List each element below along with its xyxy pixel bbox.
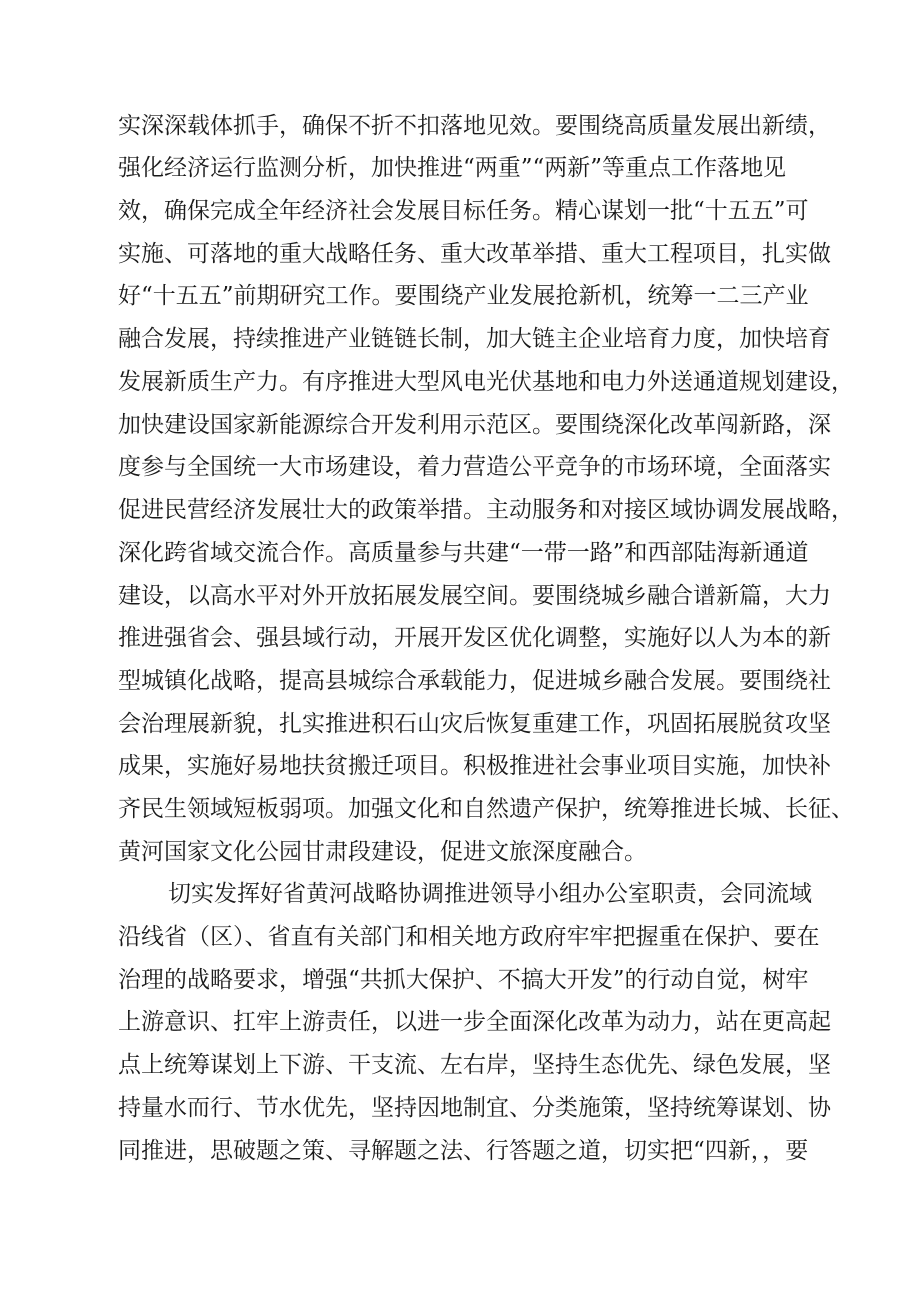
text-line: 效，确保完成全年经济社会发展目标任务。精心谋划一批“十五五”可 — [118, 198, 809, 224]
text-line: 融合发展，持续推进产业链链长制，加大链主企业培育力度，加快培育 — [118, 326, 831, 352]
text-line: 齐民生领域短板弱项。加强文化和自然遗产保护，统筹推进长城、长征、 — [118, 796, 854, 822]
text-line: 实施、可落地的重大战略任务、重大改革举措、重大工程项目，扎实做 — [118, 241, 831, 267]
text-line: 同推进，思破题之策、寻解题之法、行答题之道，切实把“四新，，要 — [118, 1138, 809, 1164]
text-line: 治理的战略要求，增强“共抓大保护、不搞大开发”的行动自觉，树牢 — [118, 967, 809, 993]
text-line: 上游意识、扛牢上游责任，以进一步全面深化改革为动力，站在更高起 — [118, 1009, 831, 1035]
text-line: 型城镇化战略，提高县城综合承载能力，促进城乡融合发展。要围绕社 — [118, 668, 831, 694]
text-line: 建设，以高水平对外开放拓展发展空间。要围绕城乡融合谱新篇，大力 — [118, 583, 831, 609]
text-line: 加快建设国家新能源综合开发利用示范区。要围绕深化改革闯新路，深 — [118, 412, 831, 438]
text-line: 促进民营经济发展壮大的政策举措。主动服务和对接区域协调发展战略， — [118, 497, 854, 523]
text-line: 成果，实施好易地扶贫搬迁项目。积极推进社会事业项目实施，加快补 — [118, 753, 831, 779]
text-line: 深化跨省域交流合作。高质量参与共建“一带一路”和西部陆海新通道 — [118, 540, 809, 566]
text-line: 强化经济运行监测分析，加快推进“两重”“两新”等重点工作落地见 — [118, 155, 787, 181]
text-line: 切实发挥好省黄河战略协调推进领导小组办公室职责，会同流域 — [168, 881, 812, 907]
text-line: 发展新质生产力。有序推进大型风电光伏基地和电力外送通道规划建设， — [118, 369, 854, 395]
text-line: 点上统筹谋划上下游、干支流、左右岸，坚持生态优先、绿色发展，坚 — [118, 1052, 831, 1078]
text-line: 黄河国家文化公园甘肃段建设，促进文旅深度融合。 — [118, 839, 647, 865]
text-line: 会治理展新貌，扎实推进积石山灾后恢复重建工作，巩固拓展脱贫攻坚 — [118, 711, 831, 737]
text-line: 度参与全国统一大市场建设，着力营造公平竞争的市场环境，全面落实 — [118, 454, 831, 480]
text-line: 推进强省会、强县域行动，开展开发区优化调整，实施好以人为本的新 — [118, 625, 831, 651]
text-line: 好“十五五”前期研究工作。要围绕产业发展抢新机，统筹一二三产业 — [118, 283, 809, 309]
text-line: 实深深载体抓手，确保不折不扣落地见效。要围绕高质量发展出新绩， — [118, 113, 831, 139]
text-line: 沿线省（区）、省直有关部门和相关地方政府牢牢把握重在保护、要在 — [118, 924, 820, 950]
text-line: 持量水而行、节水优先，坚持因地制宜、分类施策，坚持统筹谋划、协 — [118, 1095, 831, 1121]
